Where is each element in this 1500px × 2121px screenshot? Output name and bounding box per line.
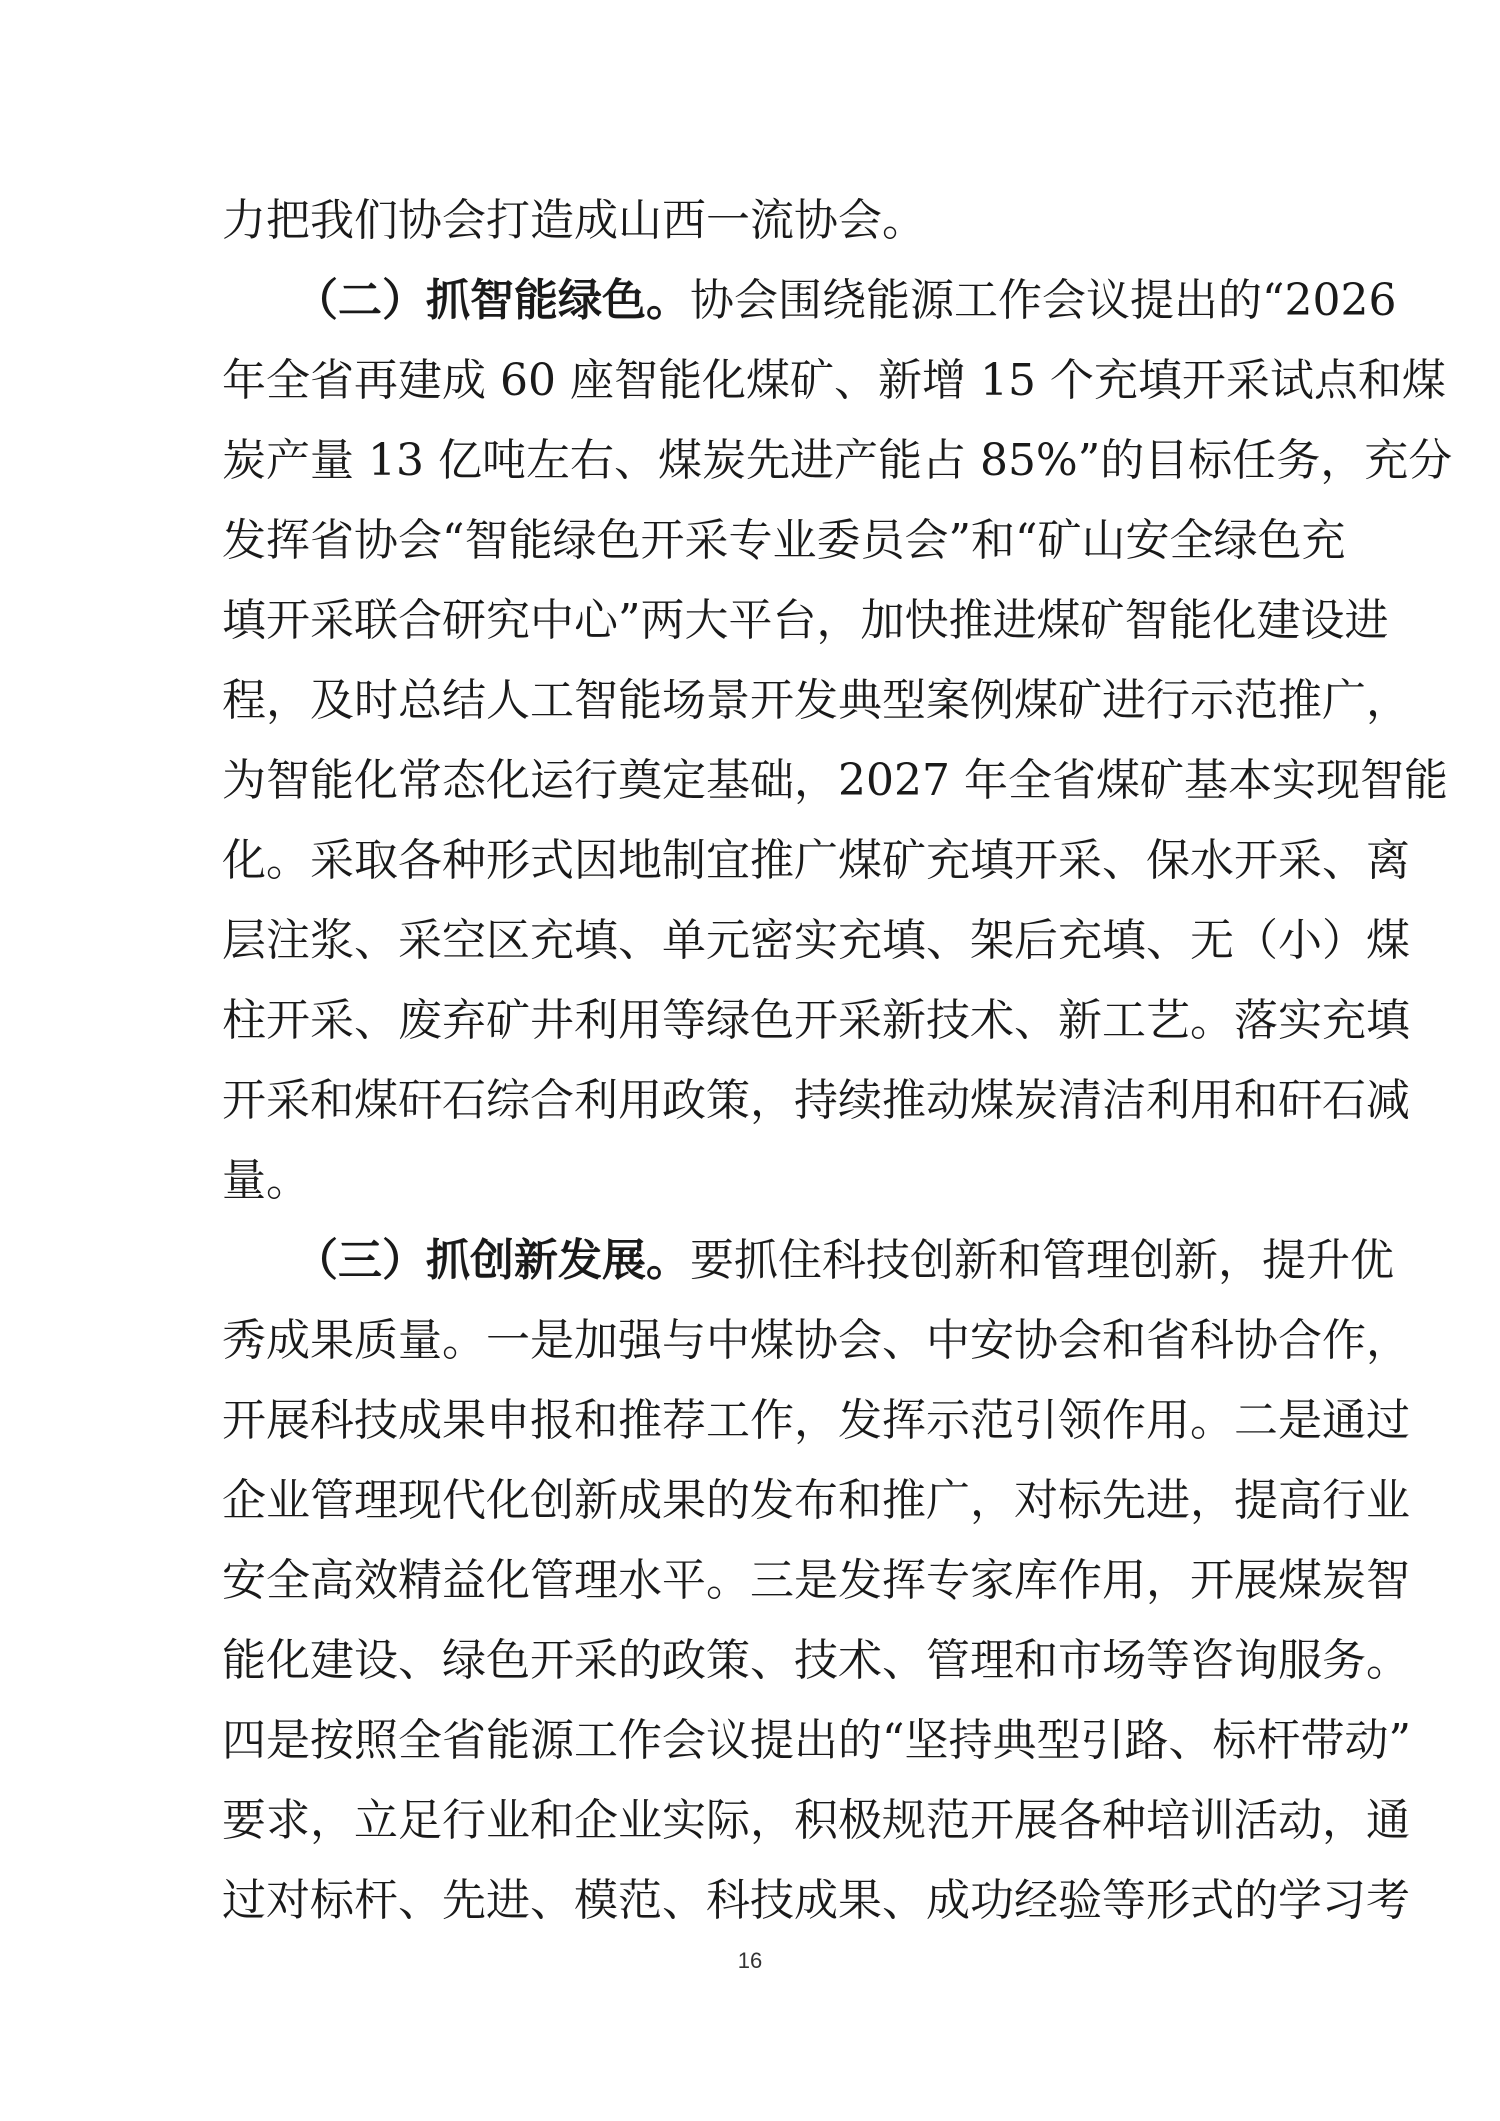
body-line: 填开采联合研究中心”两大平台，加快推进煤矿智能化建设进 xyxy=(222,595,1389,646)
body-line: 程，及时总结人工智能场景开发典型案例煤矿进行示范推广， xyxy=(222,675,1410,726)
section-title: 抓智能绿色。 xyxy=(426,275,690,326)
body-line: 化。采取各种形式因地制宜推广煤矿充填开采、保水开采、离 xyxy=(222,835,1410,886)
body-line: 炭产量 13 亿吨左右、煤炭先进产能占 85%”的目标任务，充分 xyxy=(222,435,1453,486)
section-number: （二） xyxy=(294,275,426,326)
body-line: 四是按照全省能源工作会议提出的“坚持典型引路、标杆带动” xyxy=(222,1715,1411,1766)
body-line: 过对标杆、先进、模范、科技成果、成功经验等形式的学习考 xyxy=(222,1875,1410,1926)
body-line: 层注浆、采空区充填、单元密实充填、架后充填、无（小）煤 xyxy=(222,915,1410,966)
page-number: 16 xyxy=(737,1948,763,1973)
body-line: 能化建设、绿色开采的政策、技术、管理和市场等咨询服务。 xyxy=(222,1635,1410,1686)
body-line: 秀成果质量。一是加强与中煤协会、中安协会和省科协合作， xyxy=(222,1315,1410,1366)
body-line: 年全省再建成 60 座智能化煤矿、新增 15 个充填开采试点和煤 xyxy=(222,355,1446,406)
body-line: 发挥省协会“智能绿色开采专业委员会”和“矿山安全绿色充 xyxy=(222,515,1346,566)
section-heading-line xyxy=(294,1222,1394,1300)
section-number: （三） xyxy=(294,1235,426,1286)
body-line: 为智能化常态化运行奠定基础，2027 年全省煤矿基本实现智能 xyxy=(222,755,1448,806)
body-line: 柱开采、废弃矿井利用等绿色开采新技术、新工艺。落实充填 xyxy=(222,995,1410,1046)
body-line: 开采和煤矸石综合利用政策，持续推动煤炭清洁利用和矸石减 xyxy=(222,1075,1410,1126)
body-line: 力把我们协会打造成山西一流协会。 xyxy=(222,195,926,246)
section-title: 抓创新发展。 xyxy=(426,1235,690,1286)
section-lead-text: 要抓住科技创新和管理创新，提升优 xyxy=(690,1235,1394,1286)
section-lead-text: 协会围绕能源工作会议提出的“2026 xyxy=(690,275,1397,326)
body-line: 要求，立足行业和企业实际，积极规范开展各种培训活动，通 xyxy=(222,1795,1410,1846)
body-line: 量。 xyxy=(222,1155,310,1206)
body-line: 安全高效精益化管理水平。三是发挥专家库作用，开展煤炭智 xyxy=(222,1555,1410,1606)
body-line: 企业管理现代化创新成果的发布和推广，对标先进，提高行业 xyxy=(222,1475,1410,1526)
body-line: 开展科技成果申报和推荐工作，发挥示范引领作用。二是通过 xyxy=(222,1395,1410,1446)
section-heading-line xyxy=(294,262,1397,340)
